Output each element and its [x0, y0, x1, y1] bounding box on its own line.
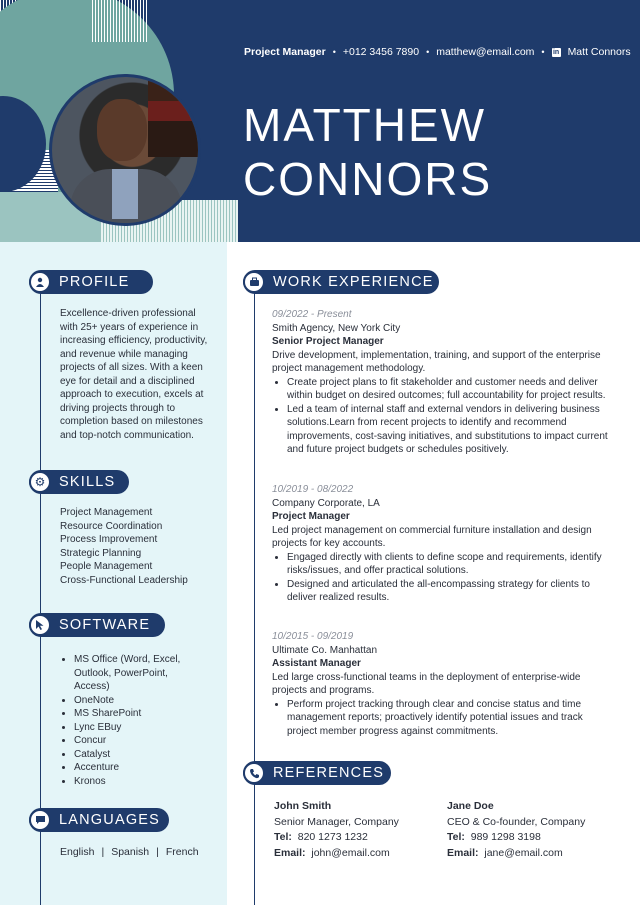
- linkedin-handle[interactable]: Matt Connors: [567, 46, 631, 58]
- languages-heading: LANGUAGES: [29, 808, 169, 832]
- list-item: • Concur: [74, 734, 190, 748]
- software-list: [60, 653, 190, 788]
- list-item: Strategic Planning: [60, 547, 142, 559]
- job-date: 10/2019 - 08/2022: [272, 484, 354, 495]
- stripe-decoration: [92, 0, 148, 42]
- skills-heading: SKILLS: [29, 470, 129, 494]
- chat-icon: [29, 809, 51, 831]
- gear-icon: ⚙: [29, 471, 51, 493]
- job-summary: Drive development, implementation, training, and support of the enterprise project management methodology.: [272, 349, 601, 374]
- list-item: Process Improvement: [60, 534, 158, 545]
- last-name: CONNORS: [243, 153, 493, 205]
- reference-position: CEO & Co-founder, Company: [447, 815, 586, 828]
- list-item: Project Management: [60, 507, 153, 518]
- header-banner: [0, 0, 640, 242]
- list-item: • MS Office (Word, Excel, Outlook, PowerPoint, Access): [74, 653, 190, 694]
- reference-name: Jane Doe: [447, 800, 494, 812]
- list-item: • OneNote: [74, 694, 190, 708]
- reference-card: [274, 799, 399, 861]
- list-item: • MS SharePoint: [74, 707, 190, 721]
- reference-position: Senior Manager, Company: [274, 815, 399, 828]
- job-entry: [272, 483, 612, 605]
- cursor-icon: [29, 614, 51, 636]
- job-company: Ultimate Co. Manhattan: [272, 644, 378, 656]
- contact-bar: Project Manager • +012 3456 7890 • matthew@email.com • in Matt Connors: [244, 46, 631, 58]
- skills-list: [60, 506, 220, 587]
- user-icon: [29, 271, 51, 293]
- list-item: • Kronos: [74, 775, 190, 789]
- full-name: [243, 98, 492, 206]
- job-title: Assistant Manager: [272, 658, 361, 669]
- profile-heading: PROFILE: [29, 270, 153, 294]
- list-item: Resource Coordination: [60, 520, 163, 532]
- job-entry: [272, 308, 612, 457]
- language-item: French: [165, 846, 199, 858]
- software-heading: SOFTWARE: [29, 613, 165, 637]
- language-item: English: [60, 846, 95, 858]
- job-bullet: • Designed and articulated the all-encompassing strategy for clients to deliver realized results.: [287, 578, 612, 605]
- list-item: • Catalyst: [74, 748, 190, 762]
- job-company: Smith Agency, New York City: [272, 322, 401, 334]
- first-name: MATTHEW: [243, 99, 487, 151]
- job-bullet: • Perform project tracking through clear and concise status and time management reports; proactively identify potential issues and track project member progress against commitments.: [287, 698, 612, 739]
- reference-name: John Smith: [274, 800, 332, 812]
- job-bullet: • Led a team of internal staff and external vendors in delivering business solutions.Learn from recent projects to identify and recommend improvements, cost-saving initiatives, and substitutions to impact current and future project budgets or schedules positively.: [287, 403, 612, 457]
- main-timeline: [254, 282, 255, 905]
- languages-list: English | Spanish | French: [60, 846, 199, 858]
- reference-tel: Tel: 820 1273 1232: [274, 831, 368, 843]
- reference-card: [447, 799, 585, 861]
- job-title: Senior Project Manager: [272, 336, 384, 347]
- work-experience-heading: WORK EXPERIENCE: [243, 270, 439, 294]
- job-date: 10/2015 - 09/2019: [272, 631, 354, 642]
- job-title: Project Manager: [272, 511, 350, 522]
- job-bullet: • Create project plans to fit stakeholder and customer needs and deliver within budget on desired outcomes; full accountability for project results.: [287, 376, 612, 403]
- job-summary: Led project management on commercial furniture installation and design projects for key accounts.: [272, 524, 592, 549]
- list-item: • Lync EBuy: [74, 721, 190, 735]
- email-address[interactable]: matthew@email.com: [436, 46, 535, 58]
- list-item: • Accenture: [74, 761, 190, 775]
- language-item: Spanish: [111, 846, 150, 858]
- reference-tel: Tel: 989 1298 3198: [447, 831, 541, 843]
- phone-number: +012 3456 7890: [342, 46, 420, 58]
- list-item: Cross-Functional Leadership: [60, 574, 188, 586]
- job-date: 09/2022 - Present: [272, 309, 352, 320]
- list-item: People Management: [60, 561, 153, 572]
- job-role: Project Manager: [244, 46, 326, 58]
- job-bullet: • Engaged directly with clients to define scope and requirements, identify risks/issues, and offer practical solutions.: [287, 551, 612, 578]
- reference-email: Email: john@email.com: [274, 846, 390, 859]
- profile-text: Excellence-driven professional with 25+ years of experience in increasing efficiency, productivity, and revenue while managing projects of all sizes. With a keen eye for detail and a disciplined approach to execution, excels at driving projects through to completion based on milestones and top-notch communication.: [60, 308, 208, 441]
- references-heading: REFERENCES: [243, 761, 391, 785]
- job-company: Company Corporate, LA: [272, 497, 380, 509]
- job-entry: [272, 630, 612, 738]
- phone-icon: [243, 762, 265, 784]
- linkedin-icon: in: [552, 48, 560, 56]
- reference-email: Email: jane@email.com: [447, 846, 563, 859]
- job-summary: Led large cross-functional teams in the deployment of enterprise-wide projects and programs.: [272, 671, 581, 696]
- briefcase-icon: [243, 271, 265, 293]
- profile-photo: [49, 74, 201, 226]
